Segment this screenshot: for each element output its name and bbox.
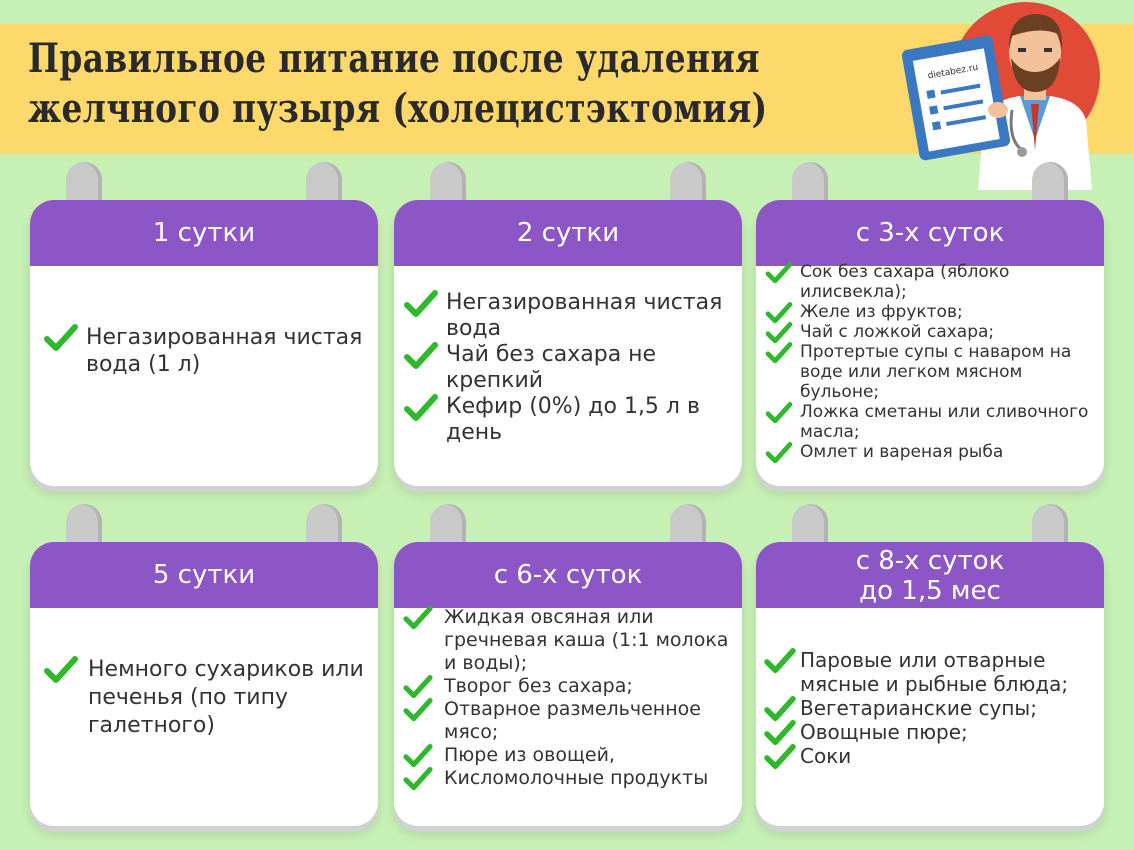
check-icon xyxy=(404,394,438,422)
list-item xyxy=(764,696,1100,720)
item-text: Пюре из овощей, xyxy=(444,744,615,766)
item-text: Соки xyxy=(800,744,852,768)
list-item xyxy=(402,698,738,744)
item-text: Жидкая овсяная или гречневая каша (1:1 молока и воды); xyxy=(444,606,729,674)
check-icon xyxy=(402,744,434,768)
card-day-5 xyxy=(30,542,378,826)
page-title xyxy=(28,34,768,134)
card-day-2 xyxy=(394,200,742,486)
check-icon xyxy=(402,698,434,722)
check-icon xyxy=(764,696,796,722)
title-line-2: желчного пузыря (холецистэктомия) xyxy=(28,85,768,132)
list-item xyxy=(44,324,364,378)
item-text: Омлет и вареная рыба xyxy=(800,442,1004,462)
card-day-1 xyxy=(30,200,378,486)
doctor-icon xyxy=(900,0,1134,190)
title-line-1: Правильное питание после удаления xyxy=(28,35,760,82)
card-header: с 6-х суток xyxy=(394,542,742,608)
item-text: Протертые супы с наваром на воде или легком мясном бульоне; xyxy=(800,342,1072,402)
item-text: Паровые или отварные мясные и рыбные блюда; xyxy=(800,648,1069,696)
check-icon xyxy=(764,302,794,324)
list-item xyxy=(44,656,374,740)
check-icon xyxy=(764,744,796,770)
list-item xyxy=(404,290,734,342)
card-header: 5 сутки xyxy=(30,542,378,608)
check-icon xyxy=(764,262,794,284)
check-icon xyxy=(764,342,794,364)
card-day-8 xyxy=(756,542,1104,826)
card-header xyxy=(756,542,1104,608)
card-header-line-2: до 1,5 мес xyxy=(859,576,1001,606)
item-text: Желе из фруктов; xyxy=(800,302,963,322)
check-icon xyxy=(404,290,438,318)
logo-text: dietabez.ru xyxy=(926,62,979,82)
card-header-line-1: с 8-х суток xyxy=(855,546,1005,576)
list-item xyxy=(764,442,1100,462)
card-header: 2 сутки xyxy=(394,200,742,266)
card-day-6 xyxy=(394,542,742,826)
list-item xyxy=(402,675,738,698)
list-item xyxy=(764,720,1100,744)
card-day-3 xyxy=(756,200,1104,486)
card-header: 1 сутки xyxy=(30,200,378,266)
check-icon xyxy=(402,767,434,791)
item-text: Ложка сметаны или сливочного масла; xyxy=(800,402,1089,442)
list-item xyxy=(764,262,1100,302)
check-icon xyxy=(402,606,434,630)
list-item xyxy=(404,394,734,446)
list-item xyxy=(402,606,738,675)
item-text: Кисломолочные продукты xyxy=(444,767,709,789)
item-text: Овощные пюре; xyxy=(800,720,968,744)
item-text: Чай без сахара не крепкий xyxy=(446,342,657,393)
check-icon xyxy=(44,324,78,352)
list-item xyxy=(764,322,1100,342)
item-text: Чай с ложкой сахара; xyxy=(800,322,995,342)
list-item xyxy=(764,342,1100,402)
item-text: Отварное размельченное мясо; xyxy=(444,698,701,743)
item-text: Негазированная чистая вода (1 л) xyxy=(86,325,363,377)
list-item xyxy=(404,342,734,394)
item-text: Кефир (0%) до 1,5 л в день xyxy=(446,394,700,445)
item-text: Сок без сахара (яблоко илисвекла); xyxy=(800,262,1010,302)
check-icon xyxy=(764,648,796,674)
check-icon xyxy=(402,675,434,699)
card-header: с 3-х суток xyxy=(756,200,1104,266)
list-item xyxy=(764,302,1100,322)
item-text: Творог без сахара; xyxy=(444,675,633,697)
item-text: Негазированная чистая вода xyxy=(446,290,723,341)
list-item xyxy=(402,767,738,790)
check-icon xyxy=(764,720,796,746)
check-icon xyxy=(764,322,794,344)
check-icon xyxy=(764,402,794,424)
check-icon xyxy=(404,342,438,370)
item-text: Вегетарианские супы; xyxy=(800,696,1037,720)
clipboard-icon xyxy=(901,35,1011,161)
list-item xyxy=(764,648,1100,696)
list-item xyxy=(764,402,1100,442)
list-item xyxy=(764,744,1100,768)
list-item xyxy=(402,744,738,767)
check-icon xyxy=(44,656,78,684)
check-icon xyxy=(764,442,794,464)
item-text: Немного сухариков или печенья (по типу галетного) xyxy=(88,657,364,738)
